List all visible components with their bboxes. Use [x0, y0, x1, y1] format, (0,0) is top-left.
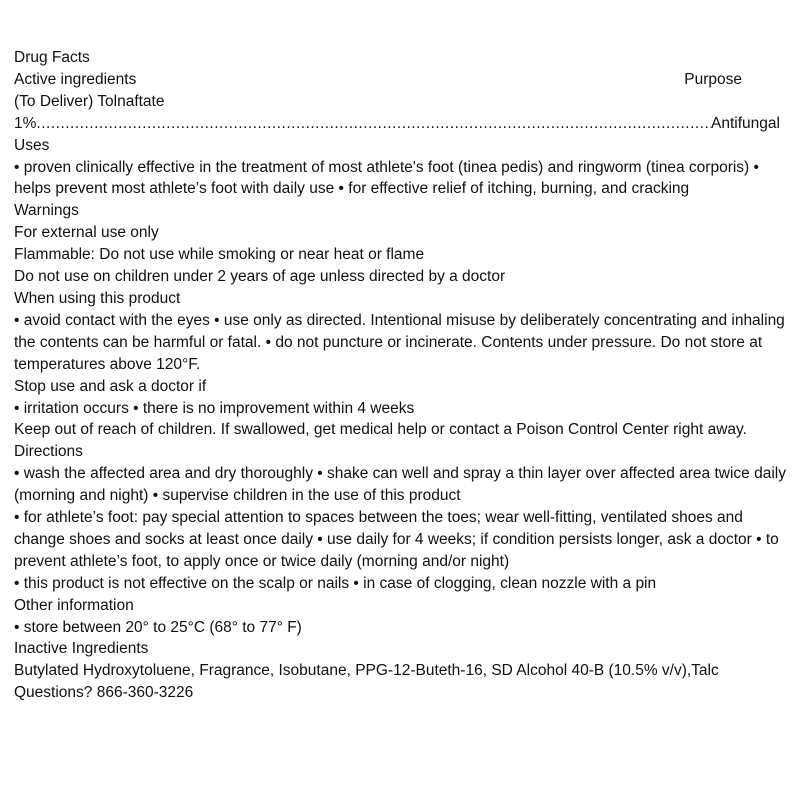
keep-out-of-reach: Keep out of reach of children. If swallowed, get medical help or contact a Poison Control Center right away. — [14, 421, 747, 439]
other-information-heading: Other information — [14, 596, 134, 614]
warning-flammable: Flammable: Do not use while smoking or near heat or flame — [14, 246, 425, 264]
warning-external-use: For external use only — [14, 224, 159, 242]
stop-use-heading: Stop use and ask a doctor if — [14, 377, 207, 395]
active-ingredients-header-row — [14, 69, 742, 91]
active-ingredient-amount-row — [14, 113, 780, 135]
purpose-heading: Purpose — [684, 70, 742, 88]
directions-paragraph-1: • wash the affected area and dry thoroughly • shake can well and spray a thin layer over affected area twice daily (morning and night) • supervise children in the use of this product — [14, 465, 786, 505]
document-title: Drug Facts — [14, 49, 90, 66]
active-ingredient-name: (To Deliver) Tolnaftate — [14, 92, 165, 110]
when-using-heading: When using this product — [14, 289, 181, 307]
active-ingredients-heading: Active ingredients — [14, 70, 137, 88]
drug-facts-document — [14, 47, 786, 704]
directions-heading: Directions — [14, 443, 83, 461]
stop-use-text: • irritation occurs • there is no improvement within 4 weeks — [14, 399, 415, 417]
active-ingredient-purpose: Antifungal — [711, 114, 780, 132]
uses-heading: Uses — [14, 136, 50, 154]
when-using-text: • avoid contact with the eyes • use only as directed. Intentional misuse by deliberately concentrating and inhaling the contents can be harmful or fatal. • do not puncture or incinerate. Contents under pressure. Do not store at temperatures above 120°F. — [14, 311, 785, 373]
warnings-heading: Warnings — [14, 202, 79, 220]
directions-paragraph-3: • this product is not effective on the scalp or nails • in case of clogging, clean nozzle with a pin — [14, 574, 657, 592]
uses-text: • proven clinically effective in the treatment of most athlete's foot (tinea pedis) and ringworm (tinea corporis) • helps prevent most athlete’s foot with daily use • for effective relief of itching, burning, and cracking — [14, 158, 759, 198]
inactive-ingredients-heading: Inactive Ingredients — [14, 640, 149, 658]
warning-children: Do not use on children under 2 years of age unless directed by a doctor — [14, 268, 506, 286]
questions-line: Questions? 866-360-3226 — [14, 684, 194, 702]
inactive-ingredients-text: Butylated Hydroxytoluene, Fragrance, Isobutane, PPG-12-Buteth-16, SD Alcohol 40-B (10.5% v/v),Talc — [14, 662, 719, 680]
other-information-text: • store between 20° to 25°C (68° to 77° F) — [14, 618, 302, 636]
directions-paragraph-2: • for athlete’s foot: pay special attention to spaces between the toes; wear well-fitting, ventilated shoes and change shoes and socks at least once daily • use daily for 4 weeks; if condition persists longer, ask a doctor • to prevent athlete’s foot, to apply once or twice daily (morning and/or night) — [14, 509, 779, 570]
active-ingredient-amount: 1% — [14, 114, 37, 132]
dot-leader — [36, 113, 711, 135]
